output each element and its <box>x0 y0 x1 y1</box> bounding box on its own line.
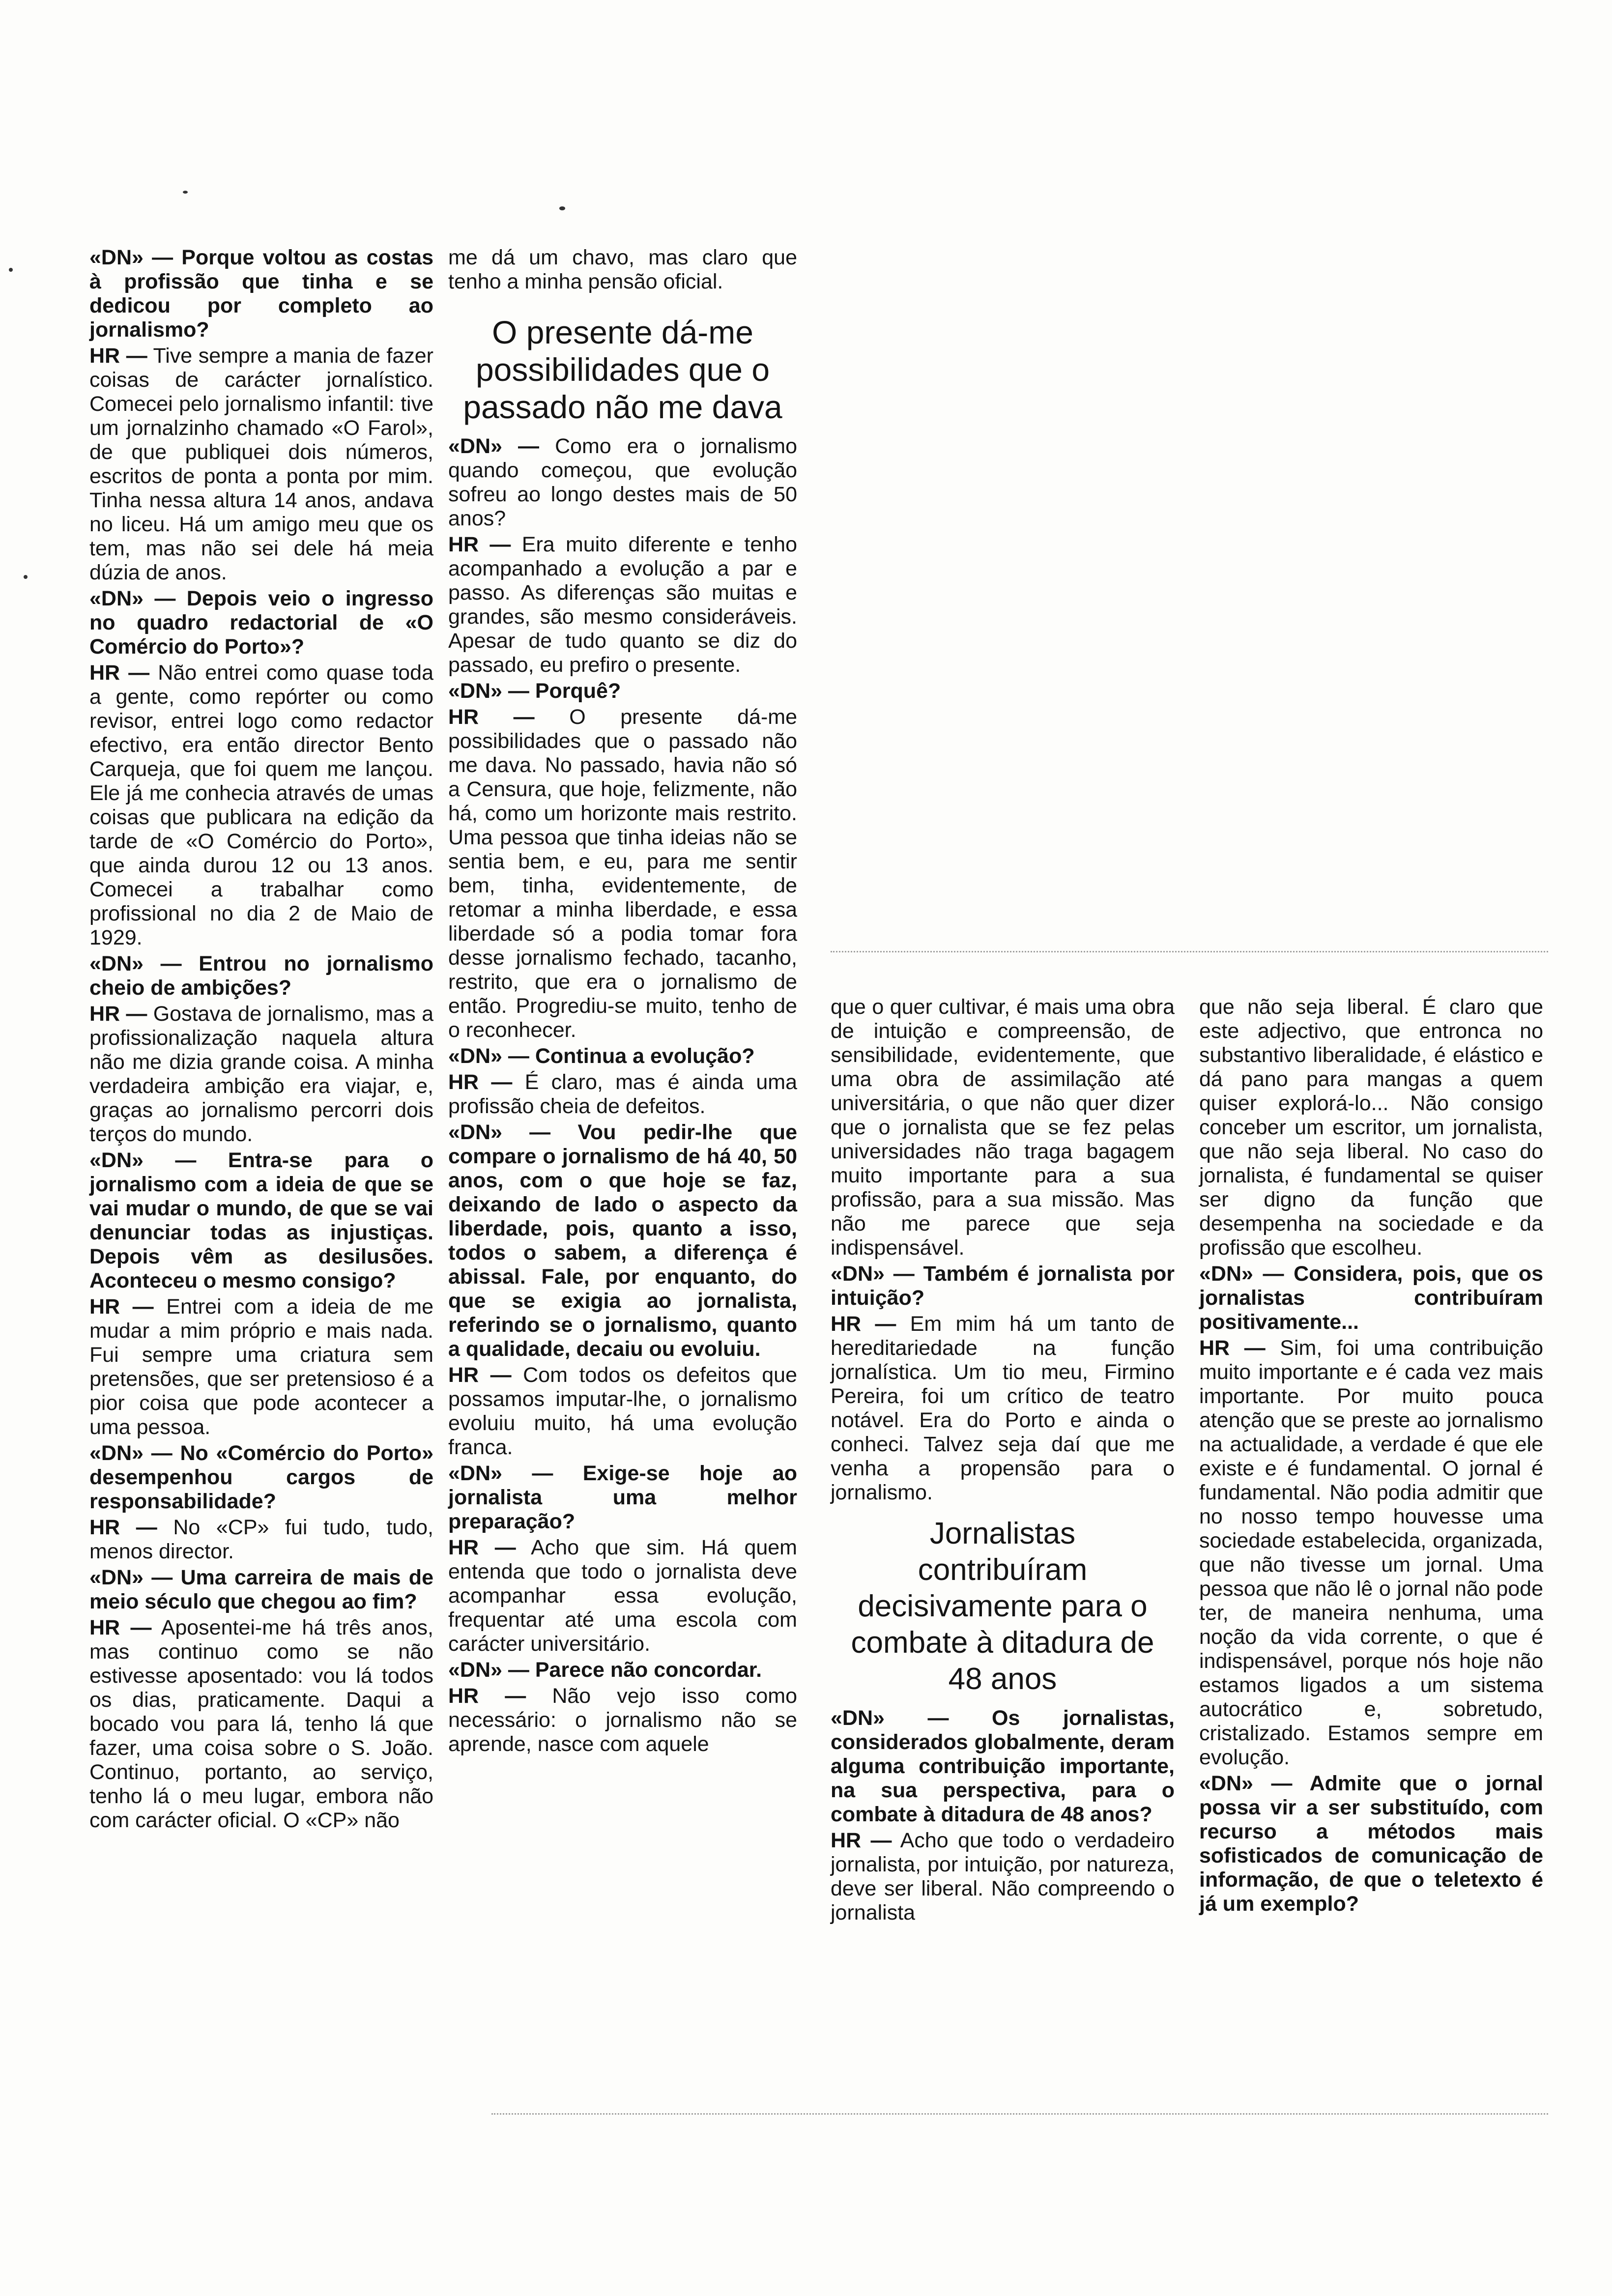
interview-answer <box>1199 995 1543 1260</box>
paragraph-text: É claro, mas é ainda uma profissão cheia de defeitos. <box>448 1070 797 1118</box>
scan-rule-top <box>831 951 1548 952</box>
paragraph-text: Acho que sim. Há quem entenda que todo o jornalista deve acompanhar essa evolução, frequentar até uma escola com carácter universitário. <box>448 1536 798 1656</box>
interview-answer <box>448 1363 797 1460</box>
interview-question <box>89 1148 433 1293</box>
interview-question <box>448 1044 797 1068</box>
speaker-label: HR — <box>448 1536 516 1559</box>
paragraph-text: Entrei com a ideia de me mudar a mim próprio e mais nada. Fui sempre uma criatura sem pretensões, que ser pretensioso é a pior coisa que pode acontecer a uma pessoa. <box>89 1295 433 1439</box>
paragraph-text: me dá um chavo, mas claro que tenho a minha pensão oficial. <box>448 246 797 293</box>
paragraph-text: Gostava de jornalismo, mas a profissionalização naquela altura não me dizia grande coisa. A minha verdadeira ambição era viajar, e, graças ao jornalismo percorri dois terços do mundo. <box>89 1002 433 1146</box>
paragraph-text: Não vejo isso como necessário: o jornalismo não se aprende, nasce com aquele <box>448 1684 797 1756</box>
interview-answer <box>448 705 797 1042</box>
scan-speck <box>24 575 28 579</box>
speaker-label: HR — <box>89 1616 152 1639</box>
paragraph-text: No «CP» fui tudo, tudo, menos director. <box>89 1516 433 1563</box>
interview-answer <box>89 1616 433 1833</box>
paragraph-text: Entrou no jornalismo cheio de ambições? <box>89 952 433 1000</box>
interview-answer <box>448 1070 797 1119</box>
interview-answer <box>89 1516 433 1564</box>
interview-answer <box>89 1002 433 1147</box>
interview-question <box>448 679 797 703</box>
interview-question <box>89 1566 433 1614</box>
speaker-label: HR — <box>448 1070 513 1094</box>
paragraph-text: Tive sempre a mania de fazer coisas de carácter jornalístico. Comecei pelo jornalismo infantil: tive um jornalzinho chamado «O Farol», de que publiquei dois números, escritos de ponta a ponta por mim. Tinha nessa altura 14 anos, andava no liceu. Há um amigo meu que os tem, mas não sei dele há meia dúzia de anos. <box>89 344 433 584</box>
paragraph-text: que o quer cultivar, é mais uma obra de intuição e compreensão, de sensibilidade, evidentemente, que uma obra de assimilação até universitária, o que não quer dizer que o jornalista que se fez pelas universidades não traga bagagem muito importante para a sua profissão, para a sua missão. Mas não me parece que seja indispensável. <box>831 995 1175 1260</box>
speaker-label: HR — <box>1199 1336 1266 1360</box>
paragraph-text: Era muito diferente e tenho acompanhado a evolução a par e passo. As diferenças são muitas e grandes, são mesmo consideráveis. Apesar de tudo quanto se diz do passado, eu prefiro o presente. <box>448 533 797 677</box>
speaker-label: «DN» — <box>1199 1772 1293 1795</box>
speaker-label: HR — <box>448 705 535 729</box>
speaker-label: «DN» — <box>448 1462 553 1485</box>
speaker-label: HR — <box>448 1684 526 1708</box>
paragraph-text: O presente dá-me possibilidades que o passado não me dava. No passado, havia não só a Censura, que hoje, felizmente, não há, como um horizonte mais restrito. Uma pessoa que tinha ideias não se sentia bem, e eu, para me sentir bem, tinha, evidentemente, de retomar a minha liberdade, e essa liberdade só a podia tomar fora desse jornalismo fechado, tacanho, restrito, que era o jornalismo de então. Progrediu-se muito, tenho de o reconhecer. <box>448 705 797 1042</box>
speaker-label: HR — <box>831 1829 892 1852</box>
paragraph-text: Não entrei como quase toda a gente, como repórter ou como revisor, entrei logo como redactor efectivo, era então director Bento Carqueja, que foi quem me lançou. Ele já me conhecia através de umas coisas que publicara na edição da tarde de «O Comércio do Porto», que ainda durou 12 ou 13 anos. Comecei a trabalhar como profissional no dia 2 de Maio de 1929. <box>89 661 433 949</box>
interview-answer <box>89 1295 433 1439</box>
speaker-label: «DN» — <box>448 1658 529 1682</box>
speaker-label: HR — <box>448 533 511 556</box>
speaker-label: «DN» — <box>831 1262 915 1286</box>
paragraph-text: Continua a evolução? <box>529 1044 755 1068</box>
paragraph-text: Em mim há um tanto de hereditariedade na função jornalística. Um tio meu, Firmino Pereira, foi um crítico de teatro notável. Era do Porto e ainda o conheci. Talvez seja daí que me venha a propensão para o jornalismo. <box>831 1312 1175 1504</box>
speaker-label: HR — <box>89 1516 157 1539</box>
paragraph-text: Exige-se hoje ao jornalista uma melhor preparação? <box>448 1462 797 1533</box>
subheading-presente: O presente dá-me possibilidades que o passado não me dava <box>463 314 782 425</box>
article-column-2 <box>448 246 797 1758</box>
interview-question <box>448 1462 797 1534</box>
interview-question <box>831 1262 1175 1310</box>
interview-question <box>1199 1772 1543 1916</box>
interview-question <box>1199 1262 1543 1334</box>
paragraph-text: Admite que o jornal possa vir a ser substituído, com recurso a métodos mais sofisticados de comunicação de informação, de que o teletexto é já um exemplo? <box>1199 1772 1543 1916</box>
speaker-label: «DN» — <box>89 1566 173 1589</box>
interview-question <box>89 1441 433 1514</box>
interview-answer <box>89 661 433 950</box>
interview-answer <box>831 995 1175 1260</box>
subheading-jornalistas: Jornalistas contribuíram decisivamente para o combate à ditadura de 48 anos <box>851 1517 1154 1696</box>
paragraph-text: Vou pedir-lhe que compare o jornalismo de há 40, 50 anos, com o que hoje se faz, deixando de lado o aspecto da liberdade, pois, quanto a isso, todos o sabem, a diferença é abissal. Fale, por enquanto, do que se exigia ao jornalista, referindo se o jornalismo, quanto a qualidade, decaiu ou evoluiu. <box>448 1120 797 1361</box>
interview-answer <box>448 1536 797 1656</box>
scan-speck <box>183 191 188 194</box>
column-2-lead-text <box>448 246 797 294</box>
speaker-label: «DN» — <box>89 1441 173 1465</box>
interview-answer <box>448 533 797 677</box>
interview-answer <box>831 1829 1175 1925</box>
paragraph-text: Sim, foi uma contribuição muito importante e é cada vez mais importante. Por muito pouca atenção que se preste ao jornalismo na actualidade, a verdade é que ele existe e é fundamental. O jornal é fundamental. Não podia admitir que no nosso tempo houvesse uma sociedade estabelecida, organizada, que não tivesse um jornal. Uma pessoa que não lê o jornal não pode ter, de maneira nenhuma, uma noção da vida corrente, o que é indispensável, porque nós hoje não estamos ligados a um sistema autocrático e, sobretudo, cristalizado. Estamos sempre em evolução. <box>1199 1336 1543 1769</box>
interview-question <box>89 246 433 342</box>
speaker-label: «DN» — <box>89 246 173 269</box>
interview-answer <box>448 246 797 294</box>
paragraph-text: Uma carreira de mais de meio século que chegou ao fim? <box>89 1566 433 1613</box>
paragraph-text: Porque voltou as costas à profissão que tinha e se dedicou por completo ao jornalismo? <box>89 246 434 342</box>
article-column-3 <box>831 995 1175 1927</box>
paragraph-text: Parece não concordar. <box>529 1658 762 1682</box>
speaker-label: «DN» — <box>831 1706 949 1730</box>
speaker-label: HR — <box>89 344 147 368</box>
speaker-label: HR — <box>89 1002 147 1026</box>
interview-question <box>89 952 433 1000</box>
paragraph-text: Os jornalistas, considerados globalmente, deram alguma contribuição importante, na sua perspectiva, para o combate à ditadura de 48 anos? <box>831 1706 1175 1826</box>
speaker-label: «DN» — <box>448 679 529 703</box>
paragraph-text: Também é jornalista por intuição? <box>831 1262 1175 1310</box>
paragraph-text: que não seja liberal. É claro que este adjectivo, que entronca no substantivo liberalidade, é elástico e dá pano para mangas a quem quiser explorá-lo... Não consigo conceber um escritor, um jornalista, que não seja liberal. No caso do jornalista, é fundamental se quiser ser digno da função que desempenha na sociedade e da profissão que escolheu. <box>1199 995 1543 1260</box>
speaker-label: «DN» — <box>89 1148 197 1172</box>
column-2-body <box>448 434 797 1756</box>
interview-answer <box>89 344 433 585</box>
speaker-label: HR — <box>831 1312 896 1336</box>
paragraph-text: Aposentei-me há três anos, mas continuo como se não estivesse aposentado: vou lá todos os dias, praticamente. Daqui a bocado vou para lá, tenho lá que fazer, uma coisa sobre o S. João. Continuo, portanto, ao serviço, tenho lá o meu lugar, embora não com carácter oficial. O «CP» não <box>89 1616 433 1832</box>
interview-answer <box>448 434 797 531</box>
speaker-label: «DN» — <box>89 587 176 610</box>
paragraph-text: Como era o jornalismo quando começou, que evolução sofreu ao longo destes mais de 50 anos? <box>448 434 797 530</box>
speaker-label: «DN» — <box>448 434 540 458</box>
interview-question <box>448 1658 797 1682</box>
paragraph-text: No «Comércio do Porto» desempenhou cargos de responsabilidade? <box>89 1441 433 1513</box>
speaker-label: HR — <box>89 1295 154 1319</box>
scan-rule-bottom <box>491 2113 1548 2115</box>
paragraph-text: Com todos os defeitos que possamos imputar-lhe, o jornalismo evoluiu muito, há uma evolução franca. <box>448 1363 797 1459</box>
interview-question <box>448 1120 797 1361</box>
speaker-label: «DN» — <box>448 1120 551 1144</box>
article-column-1 <box>89 246 433 1835</box>
speaker-label: HR — <box>448 1363 512 1387</box>
scan-speck <box>559 206 565 210</box>
speaker-label: «DN» — <box>1199 1262 1284 1286</box>
interview-answer <box>831 1312 1175 1505</box>
interview-answer <box>1199 1336 1543 1770</box>
paragraph-text: Entra-se para o jornalismo com a ideia de que se vai mudar o mundo, de que se vai denunciar todas as injustiças. Depois vêm as desilusões. Aconteceu o mesmo consigo? <box>89 1148 434 1292</box>
scan-speck <box>9 268 13 272</box>
article-column-4 <box>1199 995 1543 1918</box>
interview-question <box>831 1706 1175 1827</box>
speaker-label: «DN» — <box>89 952 182 976</box>
interview-question <box>89 587 433 659</box>
column-3-lead-text <box>831 995 1175 1505</box>
paragraph-text: Porquê? <box>529 679 621 703</box>
column-3-body <box>831 1706 1175 1925</box>
paragraph-text: Considera, pois, que os jornalistas contribuíram positivamente... <box>1199 1262 1543 1334</box>
interview-answer <box>448 1684 797 1756</box>
paragraph-text: Depois veio o ingresso no quadro redactorial de «O Comércio do Porto»? <box>89 587 433 659</box>
speaker-label: «DN» — <box>448 1044 529 1068</box>
speaker-label: HR — <box>89 661 150 685</box>
paragraph-text: Acho que todo o verdadeiro jornalista, por intuição, por natureza, deve ser liberal. Não compreendo o jornalista <box>831 1829 1175 1924</box>
